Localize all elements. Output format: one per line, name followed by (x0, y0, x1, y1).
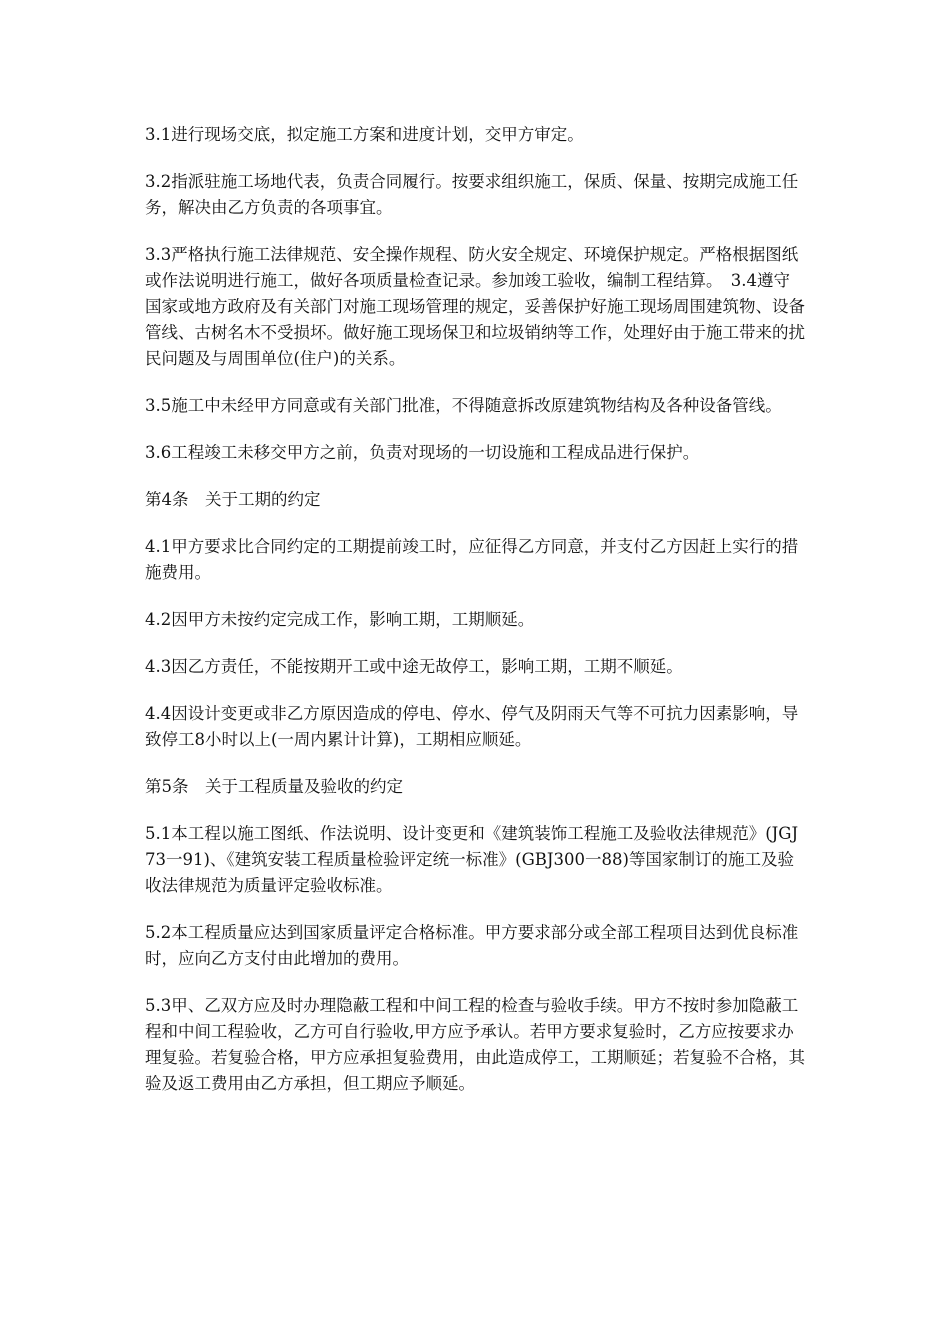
clause-5-1: 5.1本工程以施工图纸、作法说明、设计变更和《建筑装饰工程施工及验收法律规范》(JGJ73一91)、《建筑安装工程质量检验评定统一标准》(GBJ300一88)等国家制订的施工及验收法律规范为质量评定验收标准。 (145, 824, 799, 895)
clause-3-6: 3.6工程竣工未移交甲方之前，负责对现场的一切设施和工程成品进行保护。 (145, 443, 700, 462)
clause-4-1: 4.1甲方要求比合同约定的工期提前竣工时，应征得乙方同意，并支付乙方因赶上实行的措施费用。 (145, 537, 799, 582)
clause-3-2: 3.2指派驻施工场地代表，负责合同履行。按要求组织施工，保质、保量、按期完成施工任务，解决由乙方负责的各项事宜。 (145, 172, 799, 217)
clause-3-5: 3.5施工中未经甲方同意或有关部门批准，不得随意拆改原建筑物结构及各种设备管线。 (145, 396, 782, 415)
clause-4-2: 4.2因甲方未按约定完成工作，影响工期，工期顺延。 (145, 610, 535, 629)
clause-5-3: 5.3甲、乙双方应及时办理隐蔽工程和中间工程的检查与验收手续。甲方不按时参加隐蔽工程和中间工程验收，乙方可自行验收,甲方应予承认。若甲方要求复验时，乙方应按要求办理复验。若复验合格，甲方应承担复验费用，由此造成停工，工期顺延；若复验不合格，其验及返工费用由乙方承担，但工期应予顺延。 (145, 996, 805, 1093)
clause-4-3: 4.3因乙方责任，不能按期开工或中途无故停工，影响工期，工期不顺延。 (145, 657, 683, 676)
document-body (145, 122, 805, 1118)
clause-3-1: 3.1进行现场交底，拟定施工方案和进度计划，交甲方审定。 (145, 125, 584, 144)
clause-3-3-3-4: 3.3严格执行施工法律规范、安全操作规程、防火安全规定、环境保护规定。严格根据图纸或作法说明进行施工，做好各项质量检查记录。参加竣工验收，编制工程结算。 3.4遵守国家或地方政府及有关部门对施工现场管理的规定，妥善保护好施工现场周围建筑物、设备管线、古树名木不受损坏。做好施工现场保卫和垃圾销纳等工作，处理好由于施工带来的扰民问题及与周围单位(住户)的关系。 (145, 245, 805, 368)
article-5-heading: 第5条 关于工程质量及验收的约定 (145, 777, 403, 796)
clause-5-2: 5.2本工程质量应达到国家质量评定合格标准。甲方要求部分或全部工程项目达到优良标准时，应向乙方支付由此增加的费用。 (145, 923, 799, 968)
clause-4-4: 4.4因设计变更或非乙方原因造成的停电、停水、停气及阴雨天气等不可抗力因素影响，导致停工8小时以上(一周内累计计算)，工期相应顺延。 (145, 704, 799, 749)
article-4-heading: 第4条 关于工期的约定 (145, 490, 321, 509)
